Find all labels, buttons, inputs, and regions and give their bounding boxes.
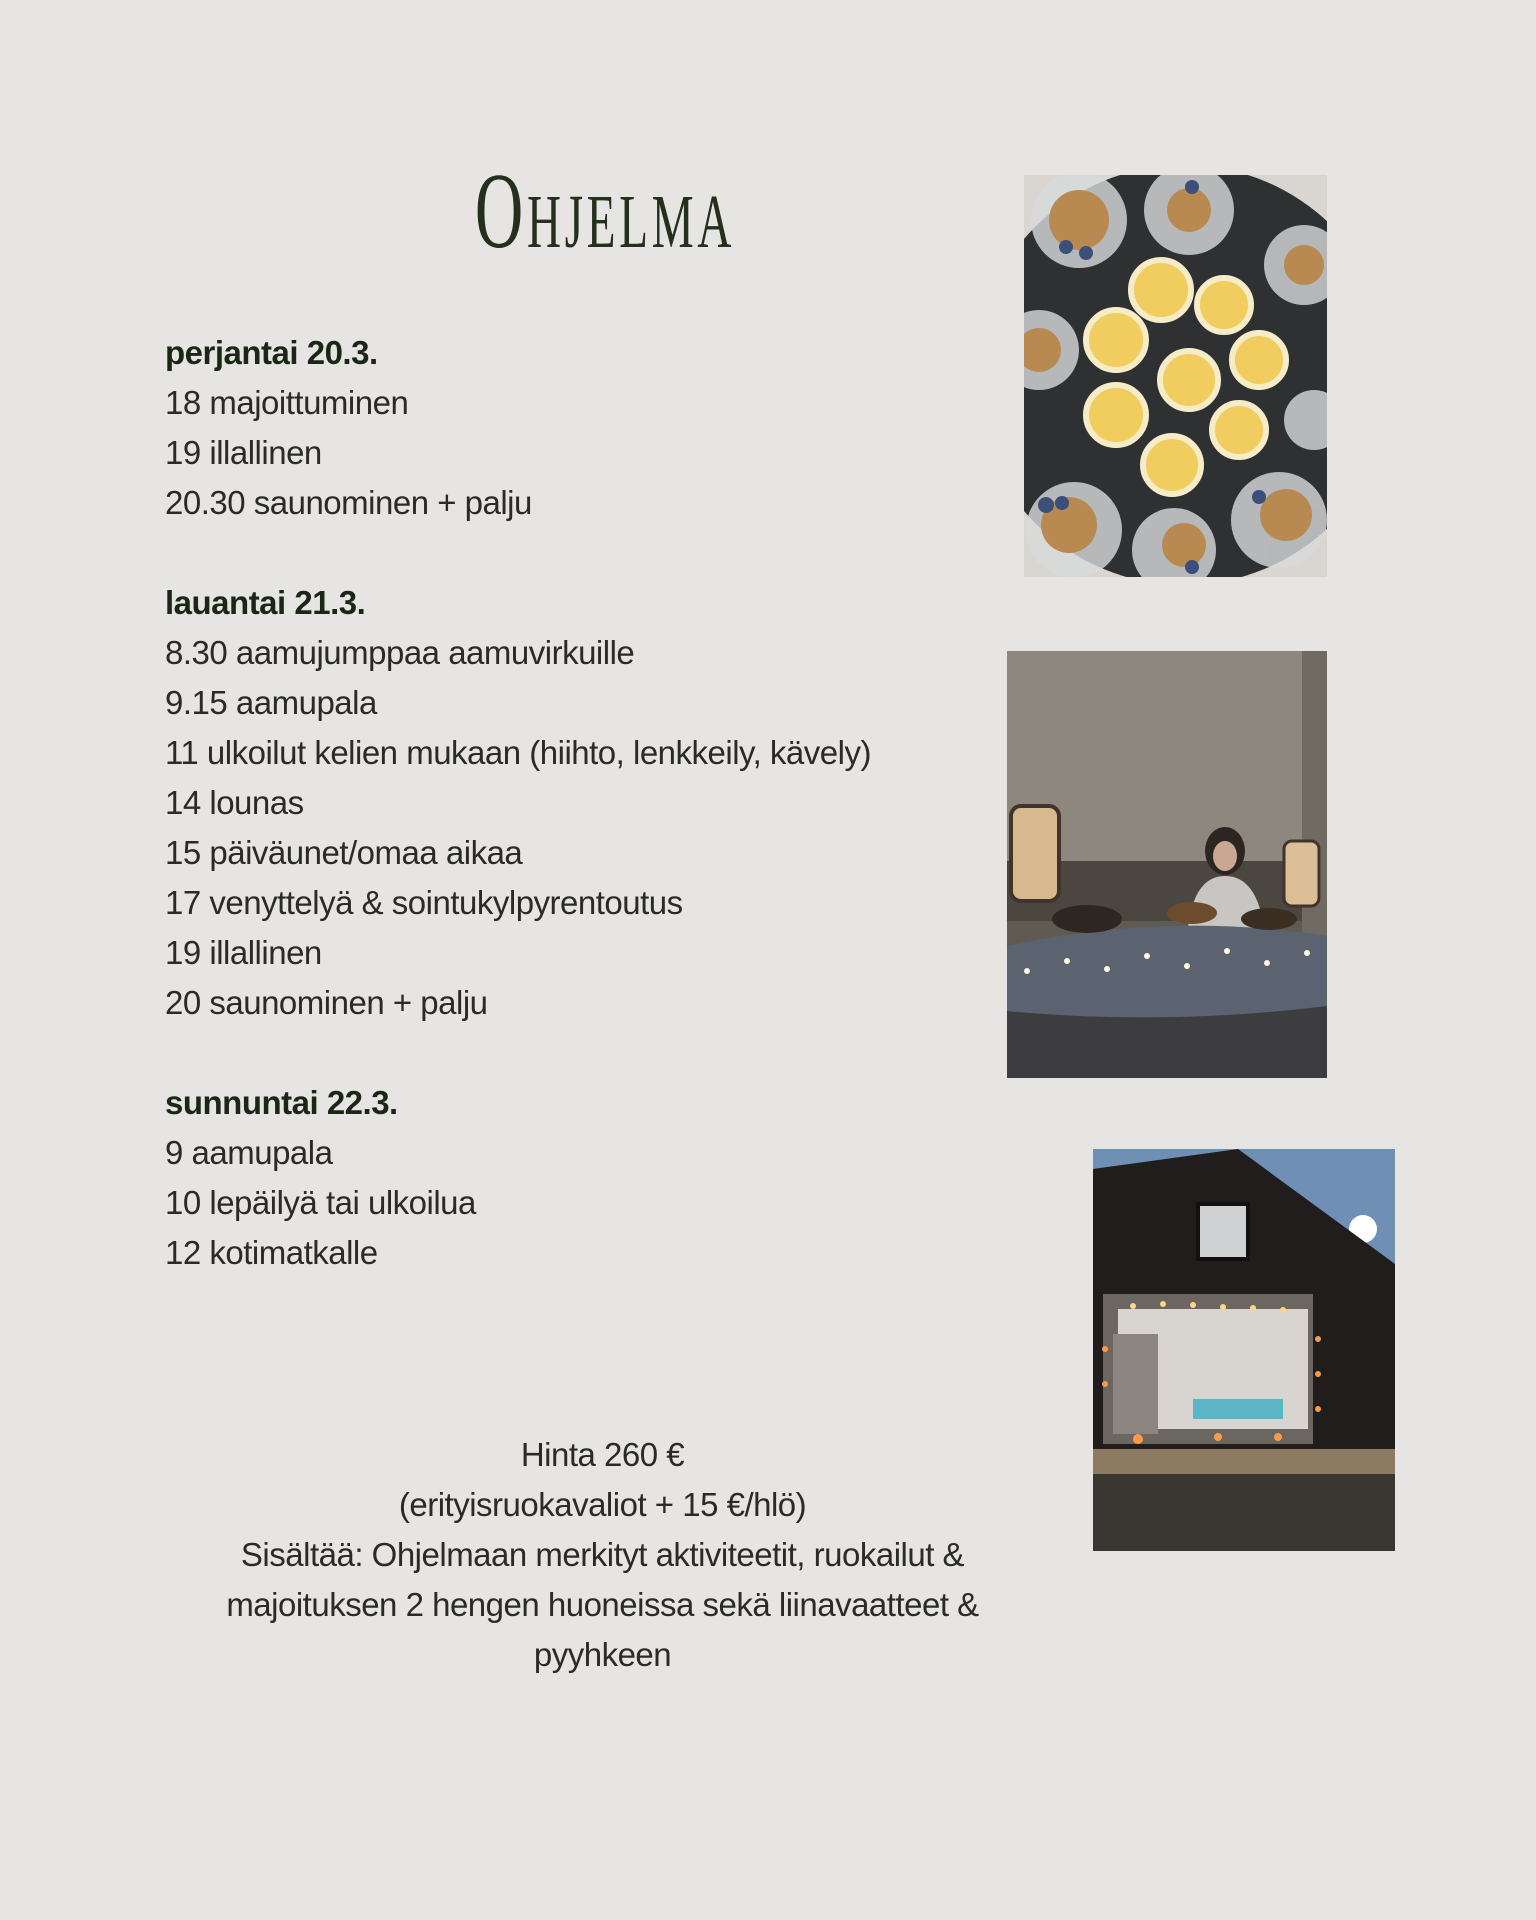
schedule-item: 9 aamupala <box>165 1134 333 1171</box>
price-info <box>200 1430 1005 1680</box>
day-heading: sunnuntai 22.3. <box>165 1084 398 1121</box>
schedule-item: 15 päiväunet/omaa aikaa <box>165 834 523 871</box>
schedule-item: 14 lounas <box>165 784 304 821</box>
schedule-item: 20 saunominen + palju <box>165 984 488 1021</box>
schedule-item: 11 ulkoilut kelien mukaan (hiihto, lenkkeily, kävely) <box>165 734 871 771</box>
desserts-image <box>1024 175 1327 577</box>
day-saturday <box>165 578 985 1028</box>
includes-text: Sisältää: Ohjelmaan merkityt aktiviteetit, ruokailut & majoituksen 2 hengen huoneissa sekä liinavaatteet & pyyhkeen <box>226 1536 979 1673</box>
schedule-item: 9.15 aamupala <box>165 684 377 721</box>
day-heading: lauantai 21.3. <box>165 584 366 621</box>
schedule-item: 19 illallinen <box>165 434 322 471</box>
diet-extra-line: (erityisruokavaliot + 15 €/hlö) <box>398 1486 807 1523</box>
sound-bath-image <box>1007 651 1327 1078</box>
schedule-item: 12 kotimatkalle <box>165 1234 378 1271</box>
schedule-item: 8.30 aamujumppaa aamuvirkuille <box>165 634 635 671</box>
schedule-item: 19 illallinen <box>165 934 322 971</box>
schedule-item: 18 majoittuminen <box>165 384 409 421</box>
photo-cabin-hot-tub <box>1093 1149 1395 1551</box>
schedule-item: 20.30 saunominen + palju <box>165 484 532 521</box>
schedule-item: 17 venyttelyä & sointukylpyrentoutus <box>165 884 683 921</box>
photo-desserts <box>1024 175 1327 577</box>
page-title: Ohjelma <box>474 152 736 271</box>
schedule-item: 10 lepäilyä tai ulkoilua <box>165 1184 476 1221</box>
schedule <box>165 328 985 1328</box>
day-heading: perjantai 20.3. <box>165 334 378 371</box>
day-friday <box>165 328 985 528</box>
day-sunday <box>165 1078 985 1278</box>
cabin-image <box>1093 1149 1395 1551</box>
photo-sound-bath <box>1007 651 1327 1078</box>
price-line: Hinta 260 € <box>520 1436 685 1473</box>
